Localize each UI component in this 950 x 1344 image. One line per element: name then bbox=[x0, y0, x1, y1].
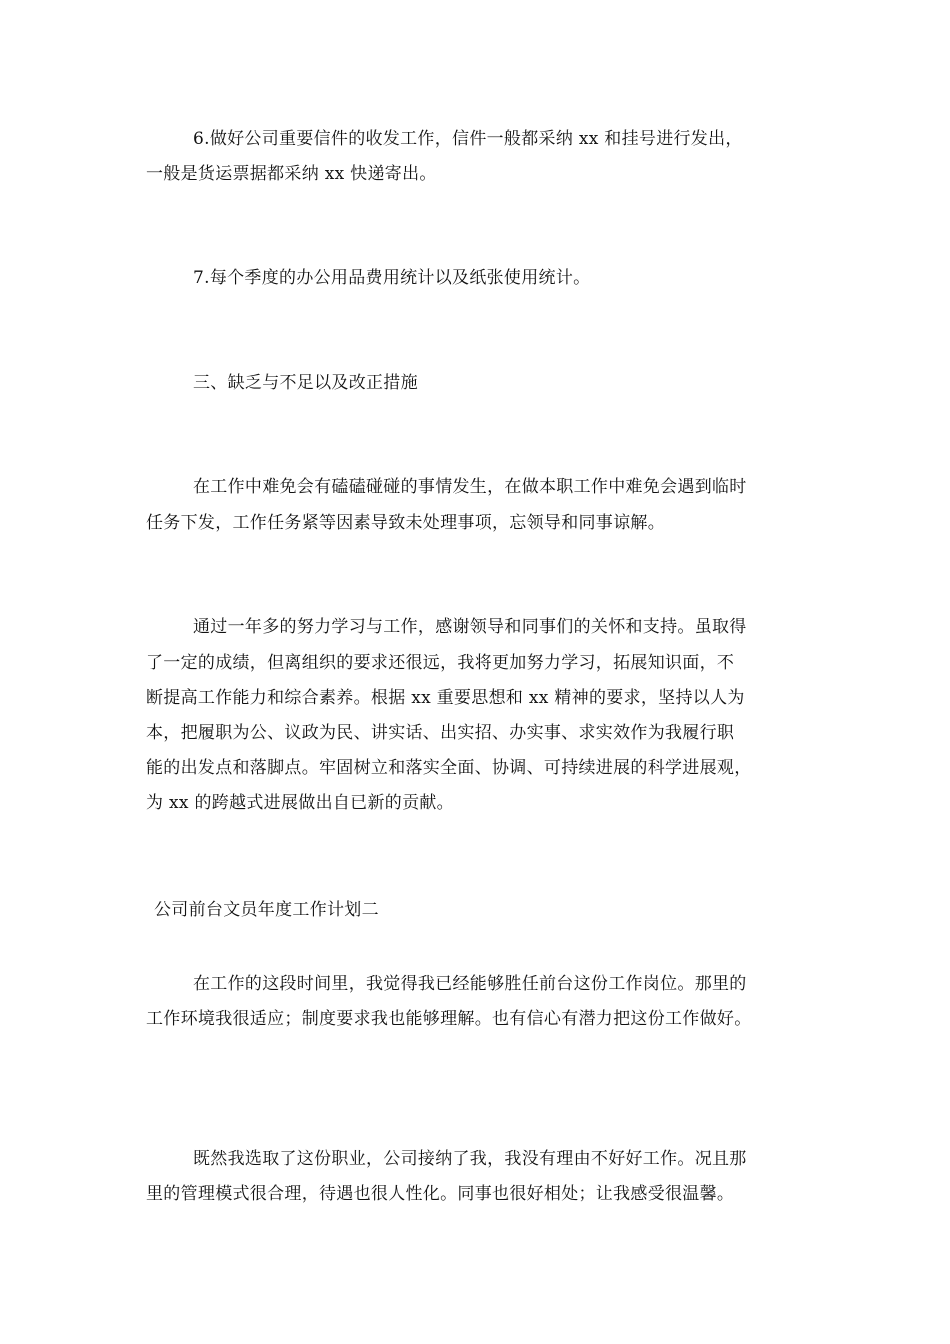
paragraph-1-line-2: 任务下发，工作任务紧等因素导致未处理事项，忘领导和同事谅解。 bbox=[146, 513, 665, 533]
paragraph-2-line-6: 为 xx 的跨越式进展做出自已新的贡献。 bbox=[146, 793, 454, 813]
item-7-line-1: 7.每个季度的办公用品费用统计以及纸张使用统计。 bbox=[193, 268, 591, 288]
paragraph-2-line-2: 了一定的成绩，但离组织的要求还很远，我将更加努力学习，拓展知识面，不 bbox=[146, 653, 735, 673]
item-6-line-2: 一般是货运票据都采纳 xx 快递寄出。 bbox=[146, 164, 437, 184]
paragraph-2-line-4: 本，把履职为公、议政为民、讲实话、出实招、办实事、求实效作为我履行职 bbox=[146, 723, 735, 743]
item-6-line-1: 6.做好公司重要信件的收发工作，信件一般都采纳 xx 和挂号进行发出， bbox=[193, 129, 743, 149]
paragraph-1-line-1: 在工作中难免会有磕磕碰碰的事情发生，在做本职工作中难免会遇到临时 bbox=[193, 477, 747, 497]
paragraph-2-line-3: 断提高工作能力和综合素养。根据 xx 重要思想和 xx 精神的要求，坚持以人为 bbox=[146, 688, 745, 708]
plan-paragraph-2-line-2: 里的管理模式很合理，待遇也很人性化。同事也很好相处；让我感受很温馨。 bbox=[146, 1184, 735, 1204]
plan-paragraph-1-line-1: 在工作的这段时间里，我觉得我已经能够胜任前台这份工作岗位。那里的 bbox=[193, 974, 747, 994]
paragraph-2-line-5: 能的出发点和落脚点。牢固树立和落实全面、协调、可持续进展的科学进展观， bbox=[146, 758, 752, 778]
section-heading: 三、缺乏与不足以及改正措施 bbox=[193, 373, 418, 393]
plan-paragraph-2-line-1: 既然我选取了这份职业，公司接纳了我，我没有理由不好好工作。况且那 bbox=[193, 1149, 747, 1169]
plan-title: 公司前台文员年度工作计划二 bbox=[154, 900, 379, 920]
plan-paragraph-1-line-2: 工作环境我很适应；制度要求我也能够理解。也有信心有潜力把这份工作做好。 bbox=[146, 1009, 752, 1029]
paragraph-2-line-1: 通过一年多的努力学习与工作，感谢领导和同事们的关怀和支持。虽取得 bbox=[193, 617, 747, 637]
